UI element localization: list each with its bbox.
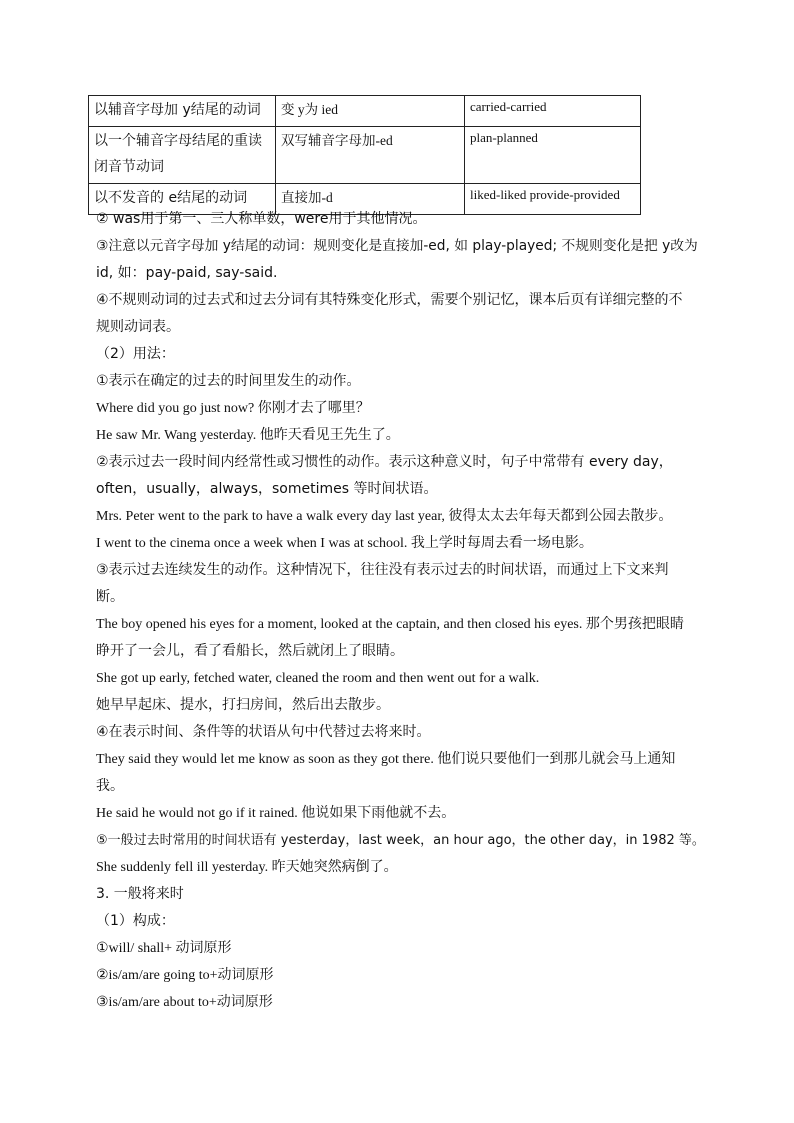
text-line: 规则动词表。 [96, 319, 180, 335]
example-sentence: The boy opened his eyes for a moment, looked at the captain, and then closed his eyes. 那个男孩把眼睛 [96, 617, 684, 632]
text-line: ② was用于第一、三人称单数，were用于其他情况。 [96, 211, 427, 227]
table-cell-example: plan-planned [465, 127, 641, 184]
example-sentence: Mrs. Peter went to the park to have a walk every day last year, 彼得太太去年每天都到公园去散步。 [96, 509, 673, 524]
text-line: ②is/am/are going to+动词原形 [96, 968, 274, 983]
text-line: ④在表示时间、条件等的状语从句中代替过去将来时。 [96, 724, 431, 740]
text-line: 睁开了一会儿，看了看船长，然后就闭上了眼睛。 [96, 643, 404, 659]
text-line: 她早早起床、提水，打扫房间，然后出去散步。 [96, 697, 390, 713]
table-cell-rule: 变 y为 ied [276, 96, 465, 127]
table-cell-category: 以辅音字母加 y结尾的动词 [89, 96, 276, 127]
text-line: ③表示过去连续发生的动作。这种情况下，往往没有表示过去的时间状语，而通过上下文来判 [96, 562, 669, 578]
section-heading: （1）构成： [96, 913, 175, 929]
text-line: ④不规则动词的过去式和过去分词有其特殊变化形式，需要个别记忆，课本后页有详细完整的不 [96, 292, 683, 308]
text-line: 断。 [96, 589, 124, 605]
example-sentence: She got up early, fetched water, cleaned the room and then went out for a walk. [96, 671, 540, 686]
text-line: id, 如：pay-paid, say-said. [96, 265, 278, 281]
text-line: ①will/ shall+ 动词原形 [96, 941, 232, 956]
text-line: ②表示过去一段时间内经常性或习惯性的动作。表示这种意义时，句子中常带有 every day， [96, 454, 673, 470]
table-cell-category: 以一个辅音字母结尾的重读闭音节动词 [89, 127, 276, 184]
table-cell-rule: 双写辅音字母加-ed [276, 127, 465, 184]
section-heading: （2）用法： [96, 346, 175, 362]
example-sentence: He said he would not go if it rained. 他说如果下雨他就不去。 [96, 806, 456, 821]
verb-rules-table [88, 95, 641, 215]
example-sentence: He saw Mr. Wang yesterday. 他昨天看见王先生了。 [96, 428, 400, 443]
section-heading: 3. 一般将来时 [96, 886, 184, 902]
table-row [89, 96, 641, 127]
text-line: ①表示在确定的过去的时间里发生的动作。 [96, 373, 361, 389]
table-cell-rule: 直接加-d [276, 184, 465, 215]
table-row [89, 127, 641, 184]
example-sentence: Where did you go just now? 你刚才去了哪里？ [96, 401, 370, 416]
text-line: 我。 [96, 778, 124, 794]
text-line: ③注意以元音字母加 y结尾的动词：规则变化是直接加-ed, 如 play-played; 不规则变化是把 y改为 [96, 238, 698, 254]
example-sentence: She suddenly fell ill yesterday. 昨天她突然病倒了。 [96, 860, 398, 875]
text-line: ③is/am/are about to+动词原形 [96, 995, 273, 1010]
example-sentence: They said they would let me know as soon as they got there. 他们说只要他们一到那儿就会马上通知 [96, 752, 676, 767]
text-line: often，usually，always，sometimes 等时间状语。 [96, 481, 438, 497]
document-body [96, 206, 706, 1016]
example-sentence: I went to the cinema once a week when I was at school. 我上学时每周去看一场电影。 [96, 536, 593, 551]
table-cell-example: carried-carried [465, 96, 641, 127]
table-cell-example: liked-liked provide-provided [465, 184, 641, 215]
table-cell-category: 以不发音的 e结尾的动词 [89, 184, 276, 215]
text-line: ⑤一般过去时常用的时间状语有 yesterday，last week，an hour ago，the other day，in 1982 等。 [96, 833, 705, 848]
